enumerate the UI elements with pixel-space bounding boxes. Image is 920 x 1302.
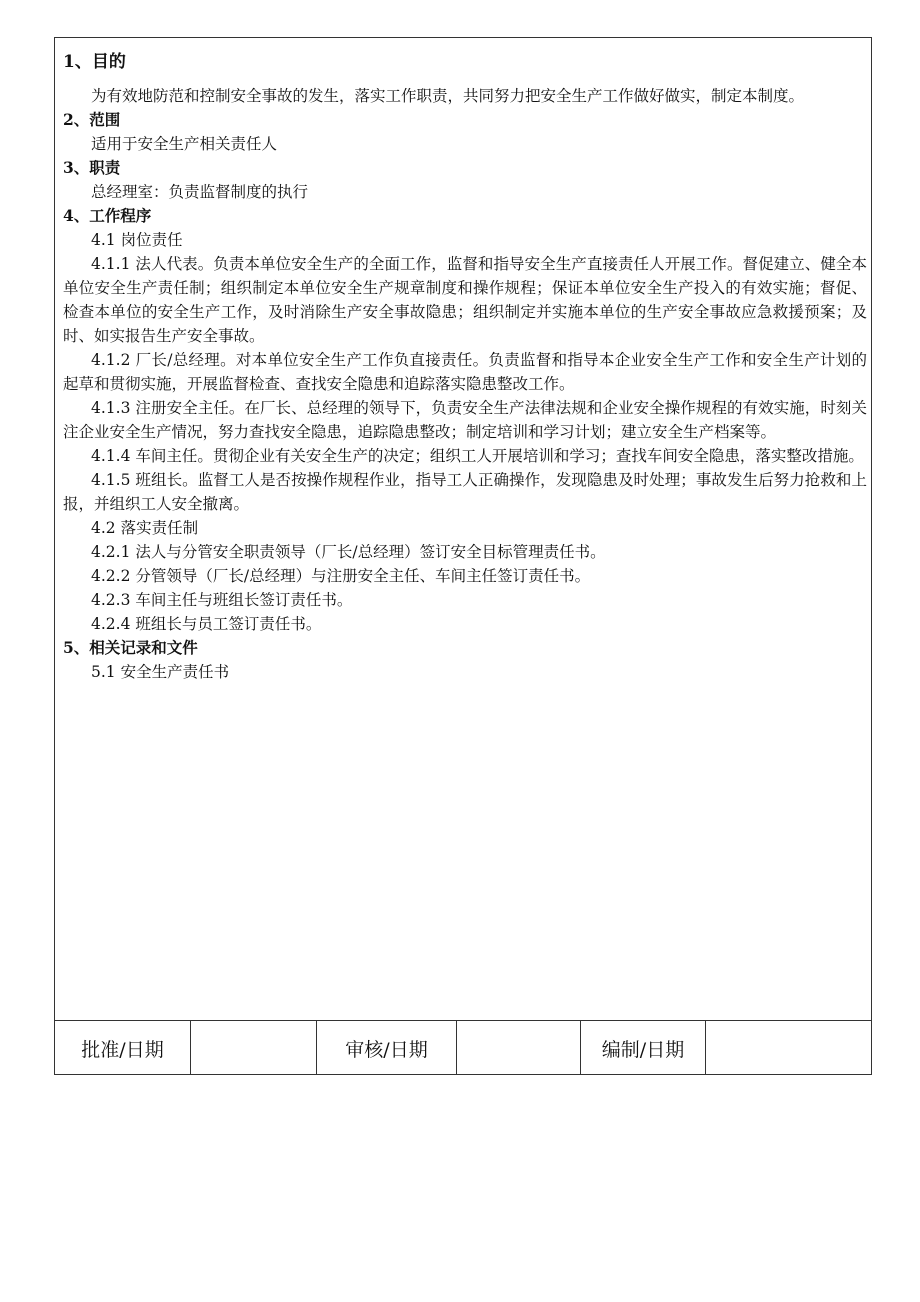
prepare-label: 编制/日期 [581, 1021, 706, 1075]
approve-value [191, 1021, 317, 1075]
section-4-2-heading: 4.2 落实责任制 [91, 519, 199, 537]
approve-label: 批准/日期 [55, 1021, 191, 1075]
section-4-1-1: 4.1.1 法人代表。负责本单位安全生产的全面工作，监督和指导安全生产直接责任人开展工作。督促建立、健全本单位安全生产责任制；组织制定本单位安全生产规章制度和操作规程；保证本单位安全生产投入的有效实施；督促、检查本单位的安全生产工作，及时消除生产安全事故隐患；组织制定并实施本单位的生产安全事故应急救援预案；及时、如实报告生产安全事故。 [63, 255, 867, 345]
section-4-title: 4、工作程序 [63, 206, 152, 225]
section-4-2-1: 4.2.1 法人与分管安全职责领导（厂长/总经理）签订安全目标管理责任书。 [91, 543, 606, 561]
document-body [63, 48, 867, 684]
section-3-body: 总经理室：负责监督制度的执行 [91, 183, 309, 201]
section-5-1: 5.1 安全生产责任书 [91, 663, 230, 681]
section-4-1-4: 4.1.4 车间主任。贯彻企业有关安全生产的决定；组织工人开展培训和学习；查找车间安全隐患，落实整改措施。 [91, 447, 864, 465]
section-4-1-5: 4.1.5 班组长。监督工人是否按操作规程作业，指导工人正确操作，发现隐患及时处理；事故发生后努力抢救和上报，并组织工人安全撤离。 [63, 471, 867, 513]
section-1-title: 1、目的 [63, 52, 126, 72]
section-3-title: 3、职责 [63, 158, 121, 177]
section-4-2-4: 4.2.4 班组长与员工签订责任书。 [91, 615, 322, 633]
section-1-body: 为有效地防范和控制安全事故的发生，落实工作职责，共同努力把安全生产工作做好做实，制定本制度。 [91, 87, 805, 105]
section-2-title: 2、范围 [63, 110, 121, 129]
review-label: 审核/日期 [317, 1021, 457, 1075]
section-4-2-2: 4.2.2 分管领导（厂长/总经理）与注册安全主任、车间主任签订责任书。 [91, 567, 591, 585]
review-value [457, 1021, 581, 1075]
section-4-1-3: 4.1.3 注册安全主任。在厂长、总经理的领导下，负责安全生产法律法规和企业安全操作规程的有效实施，时刻关注企业安全生产情况，努力查找安全隐患，追踪隐患整改；制定培训和学习计划；建立安全生产档案等。 [63, 399, 867, 441]
section-4-1-2: 4.1.2 厂长/总经理。对本单位安全生产工作负直接责任。负责监督和指导本企业安全生产工作和安全生产计划的起草和贯彻实施，开展监督检查、查找安全隐患和追踪落实隐患整改工作。 [63, 351, 867, 393]
section-4-2-3: 4.2.3 车间主任与班组长签订责任书。 [91, 591, 353, 609]
section-2-body: 适用于安全生产相关责任人 [91, 135, 278, 153]
signoff-row [55, 1020, 871, 1075]
prepare-value [706, 1021, 871, 1075]
section-4-1-heading: 4.1 岗位责任 [91, 231, 183, 249]
document-frame [54, 37, 872, 1075]
section-5-title: 5、相关记录和文件 [63, 638, 198, 657]
